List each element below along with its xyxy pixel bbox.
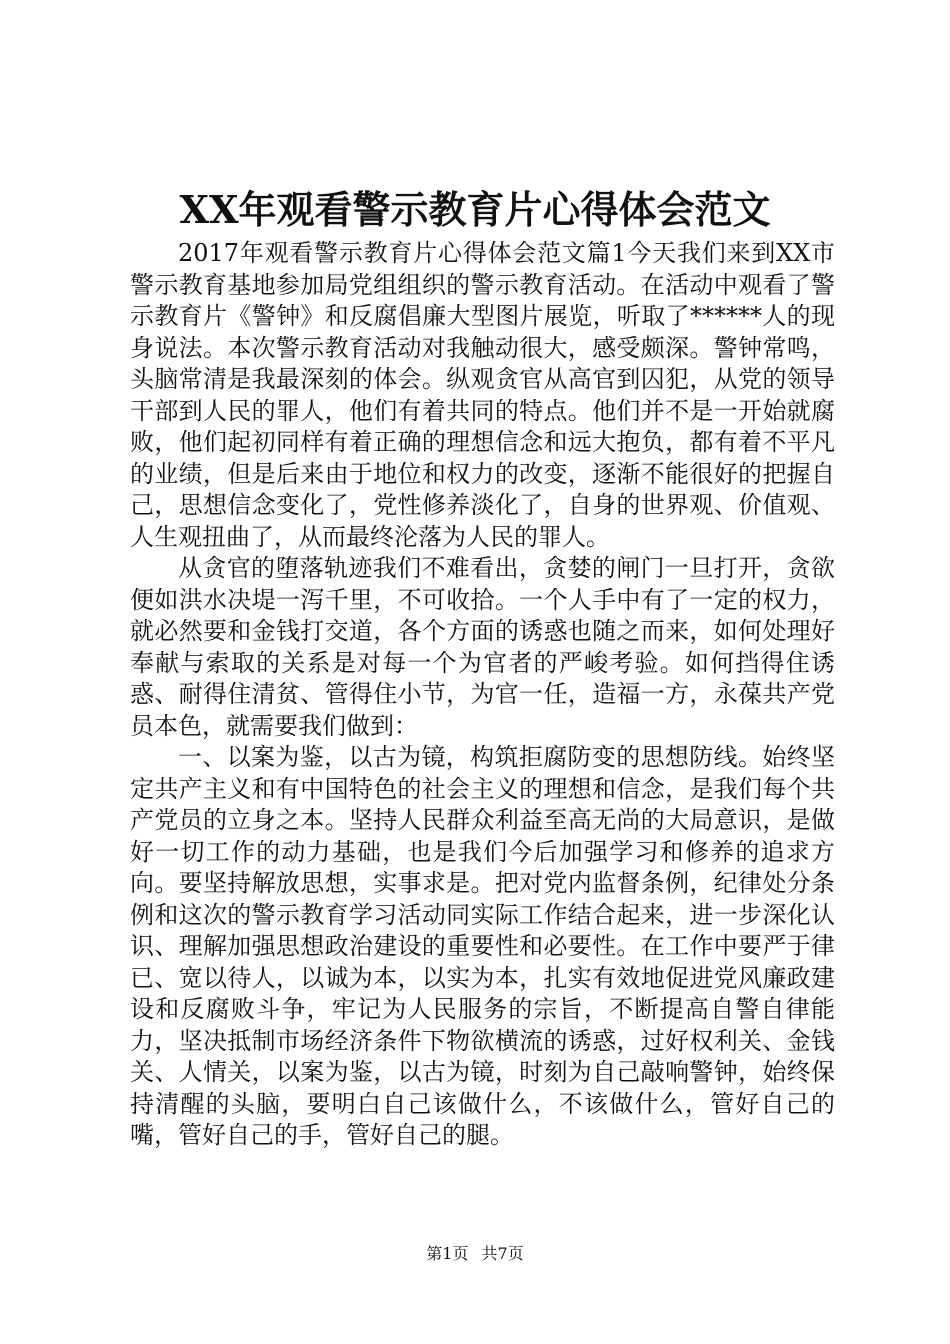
page-number-total: 共7页	[481, 1244, 524, 1263]
page-number-current: 第1页	[426, 1244, 469, 1263]
paragraph-corruption-lesson: 从贪官的堕落轨迹我们不难看出，贪婪的闸门一旦打开，贪欲便如洪水决堤一泻千里，不可收拾。一个人手中有了一定的权力，就必然要和金钱打交道，各个方面的诱惑也随之而来，如何处理好奉献与索取的关系是对每一个为官者的严峻考验。如何挡得住诱惑、耐得住清贫、管得住小节，为官一任，造福一方，永葆共产党员本色，就需要我们做到：	[130, 554, 835, 740]
paragraph-intro: 2017年观看警示教育片心得体会范文篇1今天我们来到XX市警示教育基地参加局党组组织的警示教育活动。在活动中观看了警示教育片《警钟》和反腐倡廉大型图片展览，听取了******人的现身说法。本次警示教育活动对我触动很大，感受颇深。警钟常鸣，头脑常清是我最深刻的体会。纵观贪官从高官到囚犯，从党的领导干部到人民的罪人，他们有着共同的特点。他们并不是一开始就腐败，他们起初同样有着正确的理想信念和远大抱负，都有着不平凡的业绩，但是后来由于地位和权力的改变，逐渐不能很好的把握自己，思想信念变化了，党性修养淡化了，自身的世界观、价值观、人生观扭曲了，从而最终沦落为人民的罪人。	[130, 239, 835, 551]
document-title: XX年观看警示教育片心得体会范文	[179, 187, 771, 232]
paragraph-point-one: 一、以案为鉴，以古为镜，构筑拒腐防变的思想防线。始终坚定共产主义和有中国特色的社会主义的理想和信念，是我们每个共产党员的立身之本。坚持人民群众利益至高无尚的大局意识，是做好一切工作的动力基础，也是我们今后加强学习和修养的追求方向。要坚持解放思想，实事求是。把对党内监督条例，纪律处分条例和这次的警示教育学习活动同实际工作结合起来，进一步深化认识、理解加强思想政治建设的重要性和必要性。在工作中要严于律已、宽以待人，以诚为本，以实为本，扎实有效地促进党风廉政建设和反腐败斗争，牢记为人民服务的宗旨，不断提高自警自律能力，坚决抵制市场经济条件下物欲横流的诱惑，过好权利关、金钱关、人情关，以案为鉴，以古为镜，时刻为自己敲响警钟，始终保持清醒的头脑，要明白自己该做什么，不该做什么，管好自己的嘴，管好自己的手，管好自己的腿。	[130, 743, 835, 1149]
page-footer	[0, 1243, 950, 1265]
document-body	[130, 238, 835, 1152]
